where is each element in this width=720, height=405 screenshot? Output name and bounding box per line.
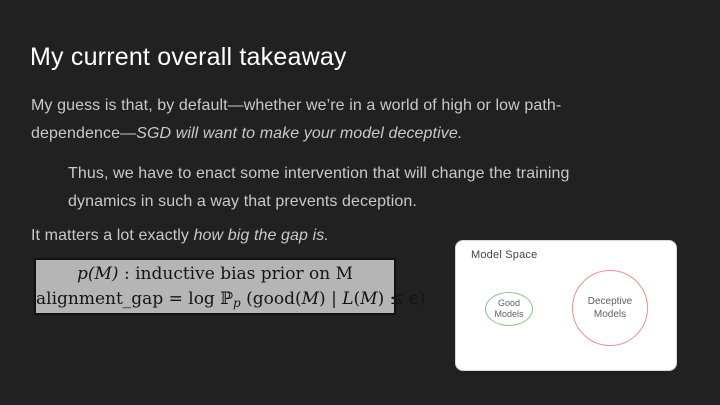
math-p-of-M: p(M) — [77, 264, 119, 284]
math-prob-subscript: p — [233, 296, 241, 310]
math-lhs: alignment_gap — [36, 289, 164, 309]
indented-paragraph — [68, 160, 688, 216]
gap-sentence-normal: It matters a lot exactly — [31, 227, 194, 244]
intro-line-2-normal: dependence— — [31, 125, 137, 142]
intro-line-1: My guess is that, by default—whether we’re in a world of high or low path- — [31, 97, 562, 114]
good-models-label: Good Models — [494, 298, 524, 319]
indented-line-1: Thus, we have to enact some intervention that will change the training — [68, 165, 570, 182]
math-line-2 — [36, 287, 426, 312]
intro-line-2-italic: SGD will want to make your model deceptive. — [136, 125, 463, 142]
intro-line-2 — [31, 120, 691, 148]
deceptive-models-label: Deceptive Models — [587, 296, 633, 320]
math-L: L — [342, 289, 354, 309]
math-probability-symbol: ℙ — [220, 289, 234, 309]
deceptive-models-circle — [572, 270, 648, 346]
model-space-label: Model Space — [471, 249, 538, 261]
math-M-1: M — [301, 289, 320, 309]
gap-sentence-italic: how big the gap is. — [193, 227, 329, 244]
math-open-good: (good( — [240, 289, 302, 309]
intro-paragraph — [31, 92, 691, 148]
math-formula-box — [34, 258, 426, 315]
indented-line-2: dynamics in such a way that prevents deception. — [68, 193, 417, 210]
math-equals-log: = log — [163, 289, 221, 309]
math-line-1-rest: : inductive bias prior on M — [118, 264, 353, 284]
model-space-diagram — [455, 240, 677, 371]
math-given-bar: ) | — [319, 289, 343, 309]
slide-title: My current overall takeaway — [30, 43, 347, 71]
math-open-paren: ( — [353, 289, 361, 309]
math-line-1 — [36, 262, 394, 287]
good-models-circle — [485, 292, 533, 326]
math-M-2: M — [360, 289, 378, 309]
math-leq-epsilon: ) ≤ ϵ) — [377, 289, 426, 309]
